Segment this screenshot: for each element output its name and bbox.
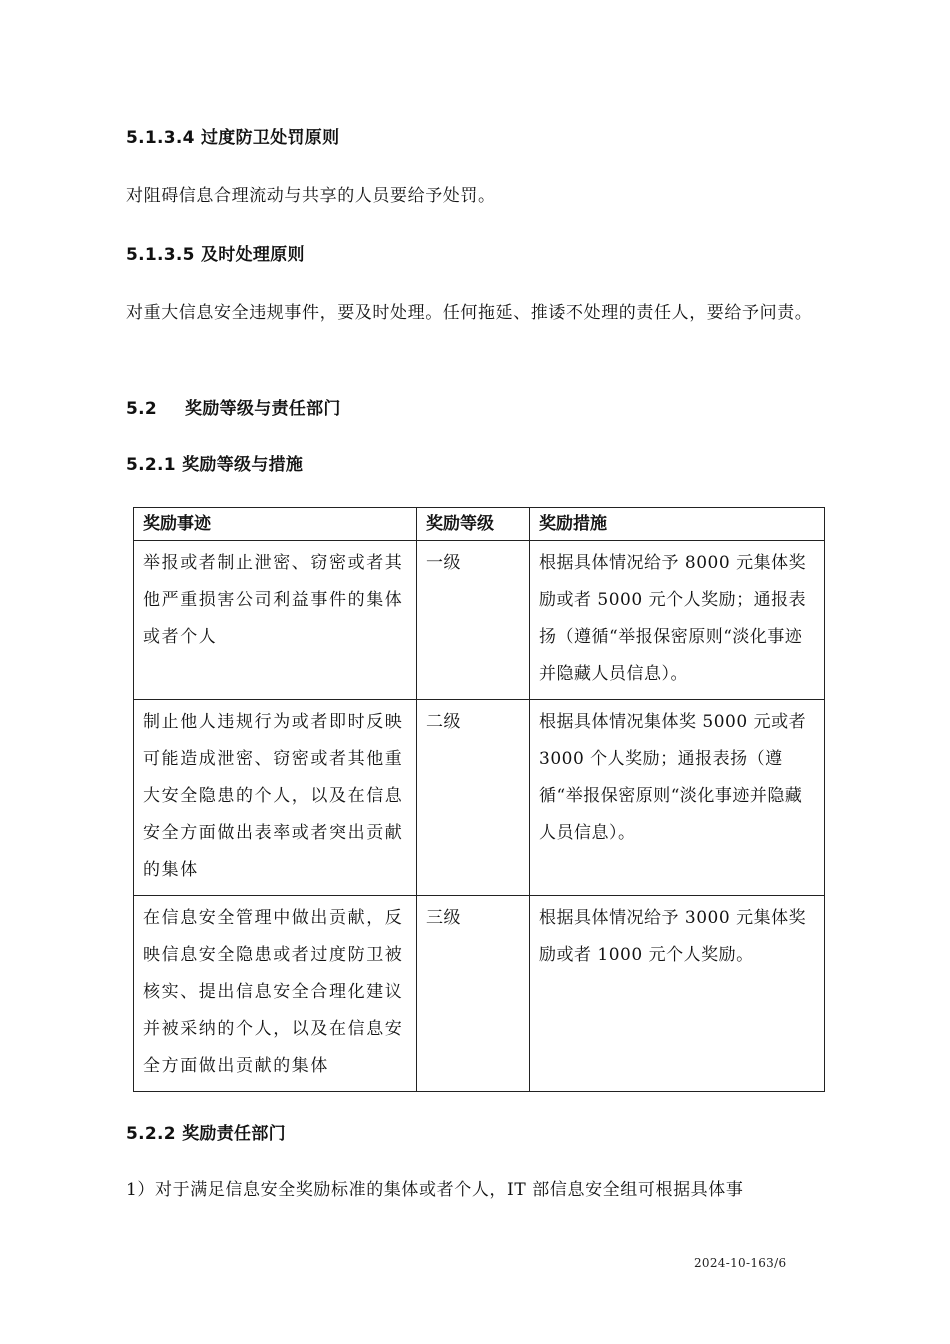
reward-table [133, 507, 825, 1092]
heading-5-2-number: 5.2 [126, 399, 158, 419]
table-row [134, 541, 825, 700]
table-row [134, 896, 825, 1092]
table-header-measure: 奖励措施 [530, 508, 825, 541]
table-header-row [134, 508, 825, 541]
table-cell-deed: 在信息安全管理中做出贡献，反映信息安全隐患或者过度防卫被核实、提出信息安全合理化建议并被采纳的个人，以及在信息安全方面做出贡献的集体 [134, 896, 417, 1092]
table-cell-level: 二级 [417, 700, 530, 896]
table-header-deed: 奖励事迹 [134, 508, 417, 541]
table-cell-measure: 根据具体情况给予 3000 元集体奖励或者 1000 元个人奖励。 [530, 896, 825, 1092]
heading-5-2-title: 奖励等级与责任部门 [185, 399, 341, 419]
table-cell-deed: 举报或者制止泄密、窃密或者其他严重损害公司利益事件的集体或者个人 [134, 541, 417, 700]
table-cell-measure: 根据具体情况给予 8000 元集体奖励或者 5000 元个人奖励；通报表扬（遵循“举报保密原则“淡化事迹并隐藏人员信息）。 [530, 541, 825, 700]
table-cell-level: 三级 [417, 896, 530, 1092]
heading-5-1-3-5: 5.1.3.5 及时处理原则 [126, 245, 305, 265]
heading-5-1-3-4: 5.1.3.4 过度防卫处罚原则 [126, 128, 340, 148]
paragraph-5-1-3-5: 对重大信息安全违规事件，要及时处理。任何拖延、推诿不处理的责任人，要给予问责。 [126, 303, 813, 323]
paragraph-5-1-3-4: 对阻碍信息合理流动与共享的人员要给予处罚。 [126, 186, 496, 206]
table-cell-deed: 制止他人违规行为或者即时反映可能造成泄密、窃密或者其他重大安全隐患的个人，以及在信息安全方面做出表率或者突出贡献的集体 [134, 700, 417, 896]
heading-5-2-1: 5.2.1 奖励等级与措施 [126, 455, 304, 475]
heading-5-2-2: 5.2.2 奖励责任部门 [126, 1124, 286, 1144]
table-cell-level: 一级 [417, 541, 530, 700]
table-row [134, 700, 825, 896]
heading-5-2 [126, 398, 826, 420]
page-footer-label: 2024-10-163/6 [694, 1256, 787, 1270]
table-header-level: 奖励等级 [417, 508, 530, 541]
paragraph-5-2-2: 1）对于满足信息安全奖励标准的集体或者个人，IT 部信息安全组可根据具体事 [126, 1180, 744, 1200]
table-cell-measure: 根据具体情况集体奖 5000 元或者 3000 个人奖励；通报表扬（遵循“举报保密原则“淡化事迹并隐藏人员信息）。 [530, 700, 825, 896]
